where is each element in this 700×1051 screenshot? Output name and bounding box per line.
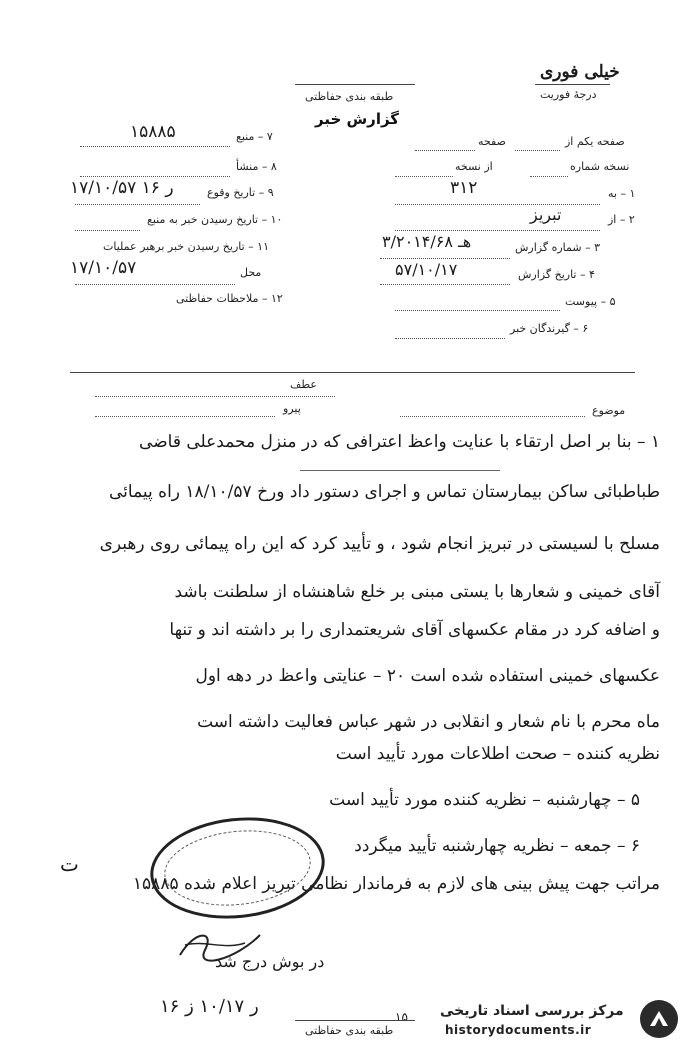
field-origin-label: ۸ – منشأ bbox=[236, 160, 277, 173]
field-source-label: ۷ – منبع bbox=[236, 130, 273, 143]
field-place-value: ۱۷/۱۰/۵۷ bbox=[70, 258, 137, 278]
body-line: ۵ – چهارشنبه – نظریه کننده مورد تأیید است bbox=[329, 790, 640, 810]
field-copy-label: نسخه شماره bbox=[570, 160, 630, 173]
subject-line bbox=[400, 416, 585, 417]
field-report-number-label: ۳ – شماره گزارش bbox=[515, 241, 601, 254]
body-line: ماه محرم با نام شعار و انقلابی در شهر عباس فعالیت داشته است bbox=[197, 712, 660, 732]
atf-label: عطف bbox=[290, 378, 317, 391]
field-occurrence-line bbox=[75, 204, 200, 205]
field-page-line-b bbox=[415, 150, 475, 151]
body-line: نظریه کننده – صحت اطلاعات مورد تأیید است bbox=[335, 744, 660, 764]
peyro-label: پیرو bbox=[283, 402, 301, 415]
field-page-label: صفحه یکم از bbox=[565, 135, 625, 148]
handwritten-note: در بوش درج شد bbox=[215, 952, 325, 971]
field-place-line bbox=[75, 284, 235, 285]
watermark-url: historydocuments.ir bbox=[445, 1023, 592, 1037]
field-report-date-value: ۵۷/۱۰/۱۷ bbox=[395, 260, 458, 279]
office-stamp bbox=[145, 809, 329, 927]
field-recipients-label: ۶ – گیرندگان خبر bbox=[510, 322, 589, 335]
body-line: آقای خمینی و شعارها با یستی مبنی بر خلع شاهنشاه از سلطنت باشد bbox=[174, 582, 660, 602]
field-from-line bbox=[395, 230, 600, 231]
classification-bottom: طبقه بندی حفاظتی bbox=[305, 1024, 394, 1037]
field-recipients-line bbox=[395, 338, 505, 339]
field-to-label: ۱ – به bbox=[608, 187, 636, 200]
form-title: گزارش خبر bbox=[315, 110, 400, 128]
field-occurrence-label: ۹ – تاریخ وقوع bbox=[207, 186, 274, 199]
field-received-source-label: ۱۰ – تاریخ رسیدن خبر به منبع bbox=[147, 213, 283, 226]
header-separator bbox=[70, 372, 635, 373]
body-line: عکسهای خمینی استفاده شده است ۲۰ – عنایتی واعظ در دهه اول bbox=[195, 666, 660, 686]
field-report-date-line bbox=[380, 284, 510, 285]
bottom-code: ر ۱۰/۱۷ ز ۱۶ bbox=[160, 996, 259, 1017]
watermark-logo-icon bbox=[640, 1000, 678, 1038]
body-line: مراتب جهت پیش بینی های لازم به فرماندار نظامی تبریز اعلام شده ۱۵۸۸۵ bbox=[132, 874, 660, 894]
field-to-line bbox=[395, 204, 600, 205]
bottom-number: ۱۵ bbox=[395, 1010, 408, 1024]
body-underline bbox=[300, 470, 500, 471]
subject-label: موضوع bbox=[592, 404, 626, 417]
field-received-source-line bbox=[75, 230, 140, 231]
field-from-value: تبریز bbox=[530, 205, 562, 224]
field-source-value: ۱۵۸۸۵ bbox=[130, 122, 176, 142]
field-to-value: ۳۱۲ bbox=[450, 178, 478, 198]
body-line: طباطبائی ساکن بیمارستان تماس و اجرای دستور داد ورخ ۱۸/۱۰/۵۷ راه پیمائی bbox=[109, 482, 660, 502]
classification-top: طبقه بندی حفاظتی bbox=[305, 90, 394, 103]
atf-line bbox=[95, 396, 335, 397]
field-copy-line-b bbox=[395, 176, 453, 177]
field-attachment-line bbox=[395, 310, 560, 311]
field-occurrence-value: ۱۷/۱۰/۵۷ ر ۱۶ bbox=[70, 178, 174, 198]
field-source-line bbox=[80, 146, 230, 147]
peyro-line bbox=[95, 416, 275, 417]
priority-handwritten: خیلی فوری bbox=[540, 62, 620, 82]
field-copy-label2: از نسخه bbox=[455, 160, 493, 173]
field-page-line-a bbox=[515, 150, 560, 151]
field-page-label2: صفحه bbox=[478, 135, 506, 148]
field-security-notes-label: ۱۲ – ملاحظات حفاظتی bbox=[176, 292, 283, 305]
field-place-label: محل bbox=[240, 266, 262, 279]
field-report-number-value: ۳/۲۰۱۴/۶۸ هـ bbox=[382, 232, 472, 251]
body-line: ۶ – جمعه – نظریه چهارشنبه تأیید میگردد bbox=[354, 836, 640, 856]
body-line: و اضافه کرد در مقام عکسهای آقای شریعتمداری را بر داشته اند و تنها bbox=[169, 620, 660, 640]
body-line: مسلح با لسیستی در تبریز انجام شود ، و تأیید کرد که این راه پیمائی روی رهبری bbox=[99, 534, 660, 554]
field-copy-line-a bbox=[530, 176, 568, 177]
field-report-number-line bbox=[380, 258, 510, 259]
priority-underline bbox=[535, 84, 610, 85]
classification-bottom-line bbox=[295, 1020, 415, 1021]
watermark-title: مرکز بررسی اسناد تاریخی bbox=[440, 1003, 624, 1019]
field-origin-line bbox=[80, 176, 230, 177]
field-attachment-label: ۵ – پیوست bbox=[565, 295, 616, 308]
field-from-label: ۲ – از bbox=[608, 213, 635, 226]
classification-top-line bbox=[295, 84, 415, 85]
priority-label: درجهٔ فوریت bbox=[540, 88, 597, 101]
body-line: ۱ – بنا بر اصل ارتقاء با عنایت واعظ اعترافی که در منزل محمدعلی قاضی bbox=[139, 432, 660, 452]
field-report-date-label: ۴ – تاریخ گزارش bbox=[518, 268, 595, 281]
stamp-inner-ring bbox=[161, 824, 315, 913]
signature-scribble bbox=[175, 925, 265, 965]
field-received-leader-label: ۱۱ – تاریخ رسیدن خبر برهبر عملیات bbox=[103, 240, 269, 253]
margin-mark: ت bbox=[60, 852, 79, 876]
